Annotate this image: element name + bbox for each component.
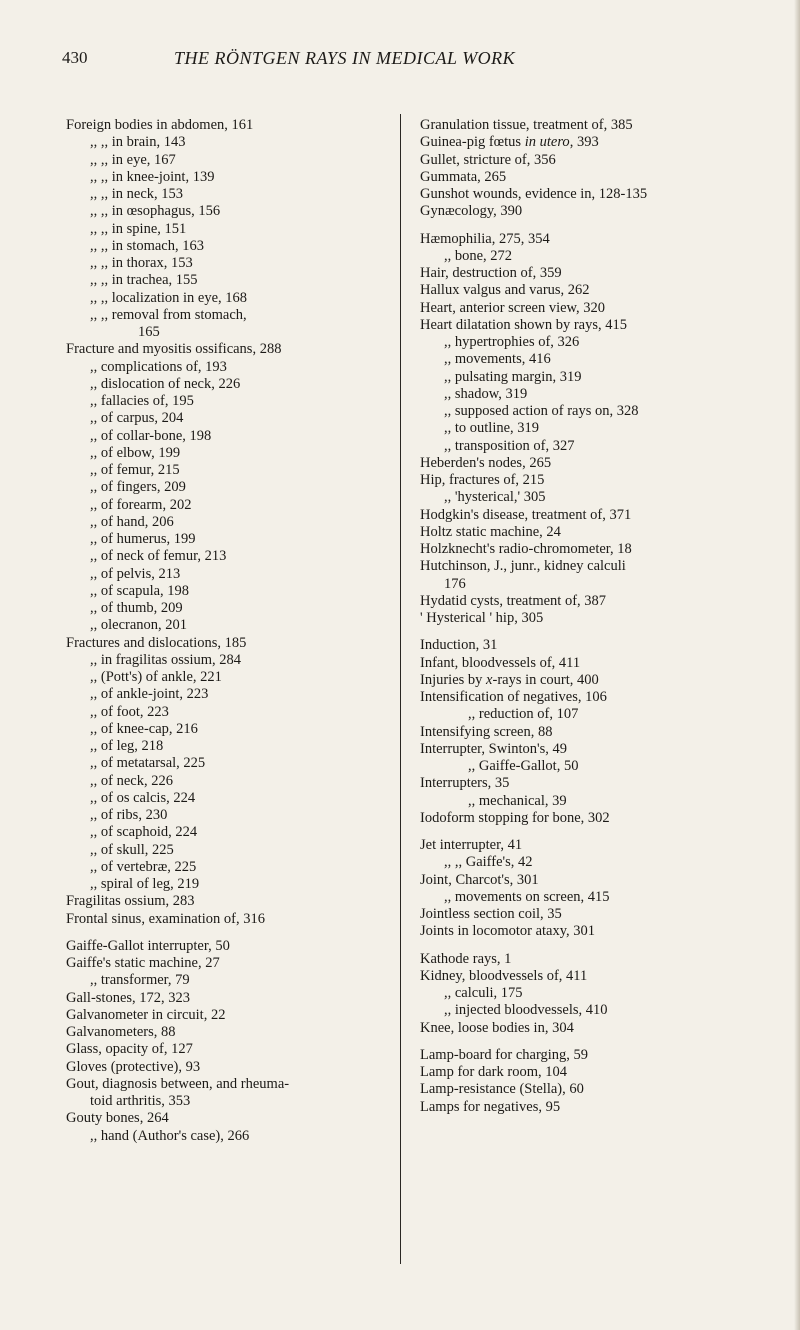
index-entry: ,, ,, in stomach, 163: [90, 237, 204, 254]
index-entry: Lamp-board for charging, 59: [420, 1046, 589, 1063]
index-entry: ,, hypertrophies of, 326: [444, 334, 580, 350]
index-entry: ,, ,, in œsophagus, 156: [90, 203, 221, 220]
index-entry: Hallux valgus and varus, 262: [420, 282, 590, 299]
index-entry: ,, ,, in eye, 167: [90, 151, 176, 168]
index-gap: [420, 827, 780, 837]
index-entry: ,, ,, removal from stomach,: [90, 306, 247, 323]
index-entry: Hutchinson, J., junr., kidney calculi: [420, 558, 626, 575]
index-entry: Induction, 31: [420, 637, 498, 654]
index-entry: toid arthritis, 353: [90, 1093, 191, 1109]
index-entry: Joints in locomotor ataxy, 301: [420, 923, 596, 940]
index-entry: ,, reduction of, 107: [468, 706, 579, 723]
index-entry: Kidney, bloodvessels of, 411: [420, 967, 588, 984]
index-entry: ,, of fingers, 209: [90, 479, 186, 496]
index-entry: Joint, Charcot's, 301: [420, 871, 539, 888]
index-entry: ,, of hand, 206: [90, 513, 174, 530]
index-gap: [420, 627, 780, 637]
index-entry: Granulation tissue, treatment of, 385: [420, 117, 633, 133]
index-entry: ,, of vertebræ, 225: [90, 858, 197, 875]
index-entry: Gynæcology, 390: [420, 203, 523, 220]
index-entry: ,, spiral of leg, 219: [90, 876, 200, 892]
index-entry: Lamps for negatives, 95: [420, 1098, 561, 1115]
index-entry: ,, movements, 416: [444, 351, 551, 368]
index-gap: [420, 1037, 780, 1047]
index-entry: Heart, anterior screen view, 320: [420, 299, 606, 316]
index-entry: Knee, loose bodies in, 304: [420, 1019, 574, 1036]
index-entry: Gullet, stricture of, 356: [420, 151, 556, 168]
index-entry: ,, ,, localization in eye, 168: [90, 289, 248, 306]
index-entry: ,, of carpus, 204: [90, 410, 184, 427]
index-entry: ,, of thumb, 209: [90, 600, 183, 616]
index-entry: ,, of neck of femur, 213: [90, 548, 227, 565]
running-title: THE RÖNTGEN RAYS IN MEDICAL WORK: [174, 48, 516, 68]
index-entry: Intensifying screen, 88: [420, 723, 553, 740]
index-entry: Gaiffe's static machine, 27: [66, 955, 220, 971]
index-entry: ' Hysterical ' hip, 305: [420, 610, 544, 626]
index-entry: ,, of ankle-joint, 223: [90, 686, 209, 703]
index-entry: ,, of skull, 225: [90, 841, 174, 858]
index-entry: ,, of pelvis, 213: [90, 565, 181, 582]
index-entry: ,, of neck, 226: [90, 772, 173, 789]
index-gap: [66, 928, 394, 938]
index-entry: Jointless section coil, 35: [420, 906, 562, 922]
index-entry: ,, fallacies of, 195: [90, 393, 194, 409]
index-entry: ,, of metatarsal, 225: [90, 755, 206, 772]
index-entry: Lamp-resistance (Stella), 60: [420, 1081, 584, 1098]
index-entry: ,, of ribs, 230: [90, 807, 168, 823]
index-entry: Frontal sinus, examination of, 316: [66, 910, 265, 927]
index-entry: Injuries by x-rays in court, 400: [420, 671, 599, 688]
index-entry: Holtz static machine, 24: [420, 523, 561, 540]
index-entry: Kathode rays, 1: [420, 950, 512, 967]
index-entry: Hydatid cysts, treatment of, 387: [420, 592, 607, 609]
index-entry: ,, dislocation of neck, 226: [90, 375, 241, 392]
index-entry: ,, of humerus, 199: [90, 531, 196, 547]
index-gap: [420, 221, 780, 231]
index-entry: ,, complications of, 193: [90, 358, 227, 375]
index-entry: Lamp for dark room, 104: [420, 1064, 567, 1080]
index-entry: Infant, bloodvessels of, 411: [420, 654, 581, 671]
page-number: 430: [62, 48, 88, 67]
index-entry: ,, hand (Author's case), 266: [90, 1127, 250, 1144]
index-entry: ,, ,, in neck, 153: [90, 186, 184, 202]
index-entry: ,, Gaiffe-Gallot, 50: [468, 758, 579, 774]
index-entry: ,, calculi, 175: [444, 985, 523, 1001]
index-entry: ,, ,, Gaiffe's, 42: [444, 854, 533, 871]
index-entry: ,, ,, in spine, 151: [90, 220, 187, 237]
index-entry: ,, shadow, 319: [444, 385, 528, 402]
index-entry: ,, injected bloodvessels, 410: [444, 1002, 608, 1019]
index-entry: ,, of knee-cap, 216: [90, 720, 198, 737]
index-entry: Gaiffe-Gallot interrupter, 50: [66, 937, 230, 954]
index-entry: Gloves (protective), 93: [66, 1058, 201, 1075]
index-entry: ,, ,, in brain, 143: [90, 134, 186, 151]
index-entry: ,, in fragilitas ossium, 284: [90, 651, 242, 668]
index-entry: Gall-stones, 172, 323: [66, 989, 191, 1006]
index-entry: Heart dilatation shown by rays, 415: [420, 316, 627, 333]
index-entry: ,, of forearm, 202: [90, 496, 192, 513]
index-entry: Interrupter, Swinton's, 49: [420, 740, 568, 757]
index-entry: Intensification of negatives, 106: [420, 689, 607, 705]
index-entry: ,, supposed action of rays on, 328: [444, 403, 639, 419]
index-entry: ,, to outline, 319: [444, 420, 540, 437]
index-column-left: [66, 117, 394, 1145]
index-entry: 165: [138, 324, 160, 340]
index-entry: ,, transformer, 79: [90, 972, 190, 989]
index-entry: ,, ,, in knee-joint, 139: [90, 168, 215, 185]
page-header: [62, 48, 742, 74]
index-entry: ,, ,, in thorax, 153: [90, 255, 193, 271]
index-entry: Gouty bones, 264: [66, 1110, 169, 1127]
index-entry: ,, movements on screen, 415: [444, 888, 610, 905]
index-entry: Holzknecht's radio-chromometer, 18: [420, 541, 632, 557]
index-entry: ,, of foot, 223: [90, 703, 169, 720]
index-entry: ,, bone, 272: [444, 247, 513, 264]
index-entry: Iodoform stopping for bone, 302: [420, 809, 610, 826]
index-entry: ,, of scaphoid, 224: [90, 824, 198, 841]
index-entry: ,, (Pott's) of ankle, 221: [90, 669, 222, 685]
index-entry: ,, transposition of, 327: [444, 437, 575, 454]
index-entry: Galvanometers, 88: [66, 1024, 176, 1040]
index-entry: Fractures and dislocations, 185: [66, 634, 247, 651]
index-entry: Glass, opacity of, 127: [66, 1041, 193, 1058]
index-entry: ,, of os calcis, 224: [90, 789, 196, 806]
index-entry: Fragilitas ossium, 283: [66, 893, 195, 910]
index-entry: Hodgkin's disease, treatment of, 371: [420, 506, 632, 523]
index-entry: 176: [444, 575, 466, 592]
index-entry: Fracture and myositis ossificans, 288: [66, 341, 282, 358]
index-entry: ,, of scapula, 198: [90, 582, 190, 599]
index-entry: Hair, destruction of, 359: [420, 265, 562, 281]
column-divider: [400, 114, 401, 1264]
index-entry: Hæmophilia, 275, 354: [420, 230, 550, 247]
index-entry: Interrupters, 35: [420, 775, 510, 792]
index-entry: ,, pulsating margin, 319: [444, 368, 582, 385]
index-column-right: [420, 117, 780, 1116]
index-entry: Hip, fractures of, 215: [420, 472, 545, 488]
index-entry: ,, 'hysterical,' 305: [444, 489, 546, 506]
index-entry: Gummata, 265: [420, 168, 507, 185]
index-entry: ,, olecranon, 201: [90, 617, 188, 634]
index-entry: Jet interrupter, 41: [420, 837, 523, 853]
page-edge-shadow: [794, 0, 800, 1330]
index-entry: Gunshot wounds, evidence in, 128-135: [420, 186, 648, 202]
index-entry: ,, of leg, 218: [90, 738, 164, 754]
index-entry: Gout, diagnosis between, and rheuma-: [66, 1075, 290, 1092]
index-entry: Guinea-pig fœtus in utero, 393: [420, 134, 599, 151]
index-entry: ,, of elbow, 199: [90, 444, 181, 461]
index-entry: ,, ,, in trachea, 155: [90, 272, 198, 289]
index-entry: ,, mechanical, 39: [468, 792, 567, 809]
index-entry: ,, of collar-bone, 198: [90, 427, 212, 444]
index-entry: Heberden's nodes, 265: [420, 454, 552, 471]
index-entry: ,, of femur, 215: [90, 462, 180, 478]
index-gap: [420, 941, 780, 951]
index-entry: Foreign bodies in abdomen, 161: [66, 117, 254, 133]
index-entry: Galvanometer in circuit, 22: [66, 1006, 226, 1023]
